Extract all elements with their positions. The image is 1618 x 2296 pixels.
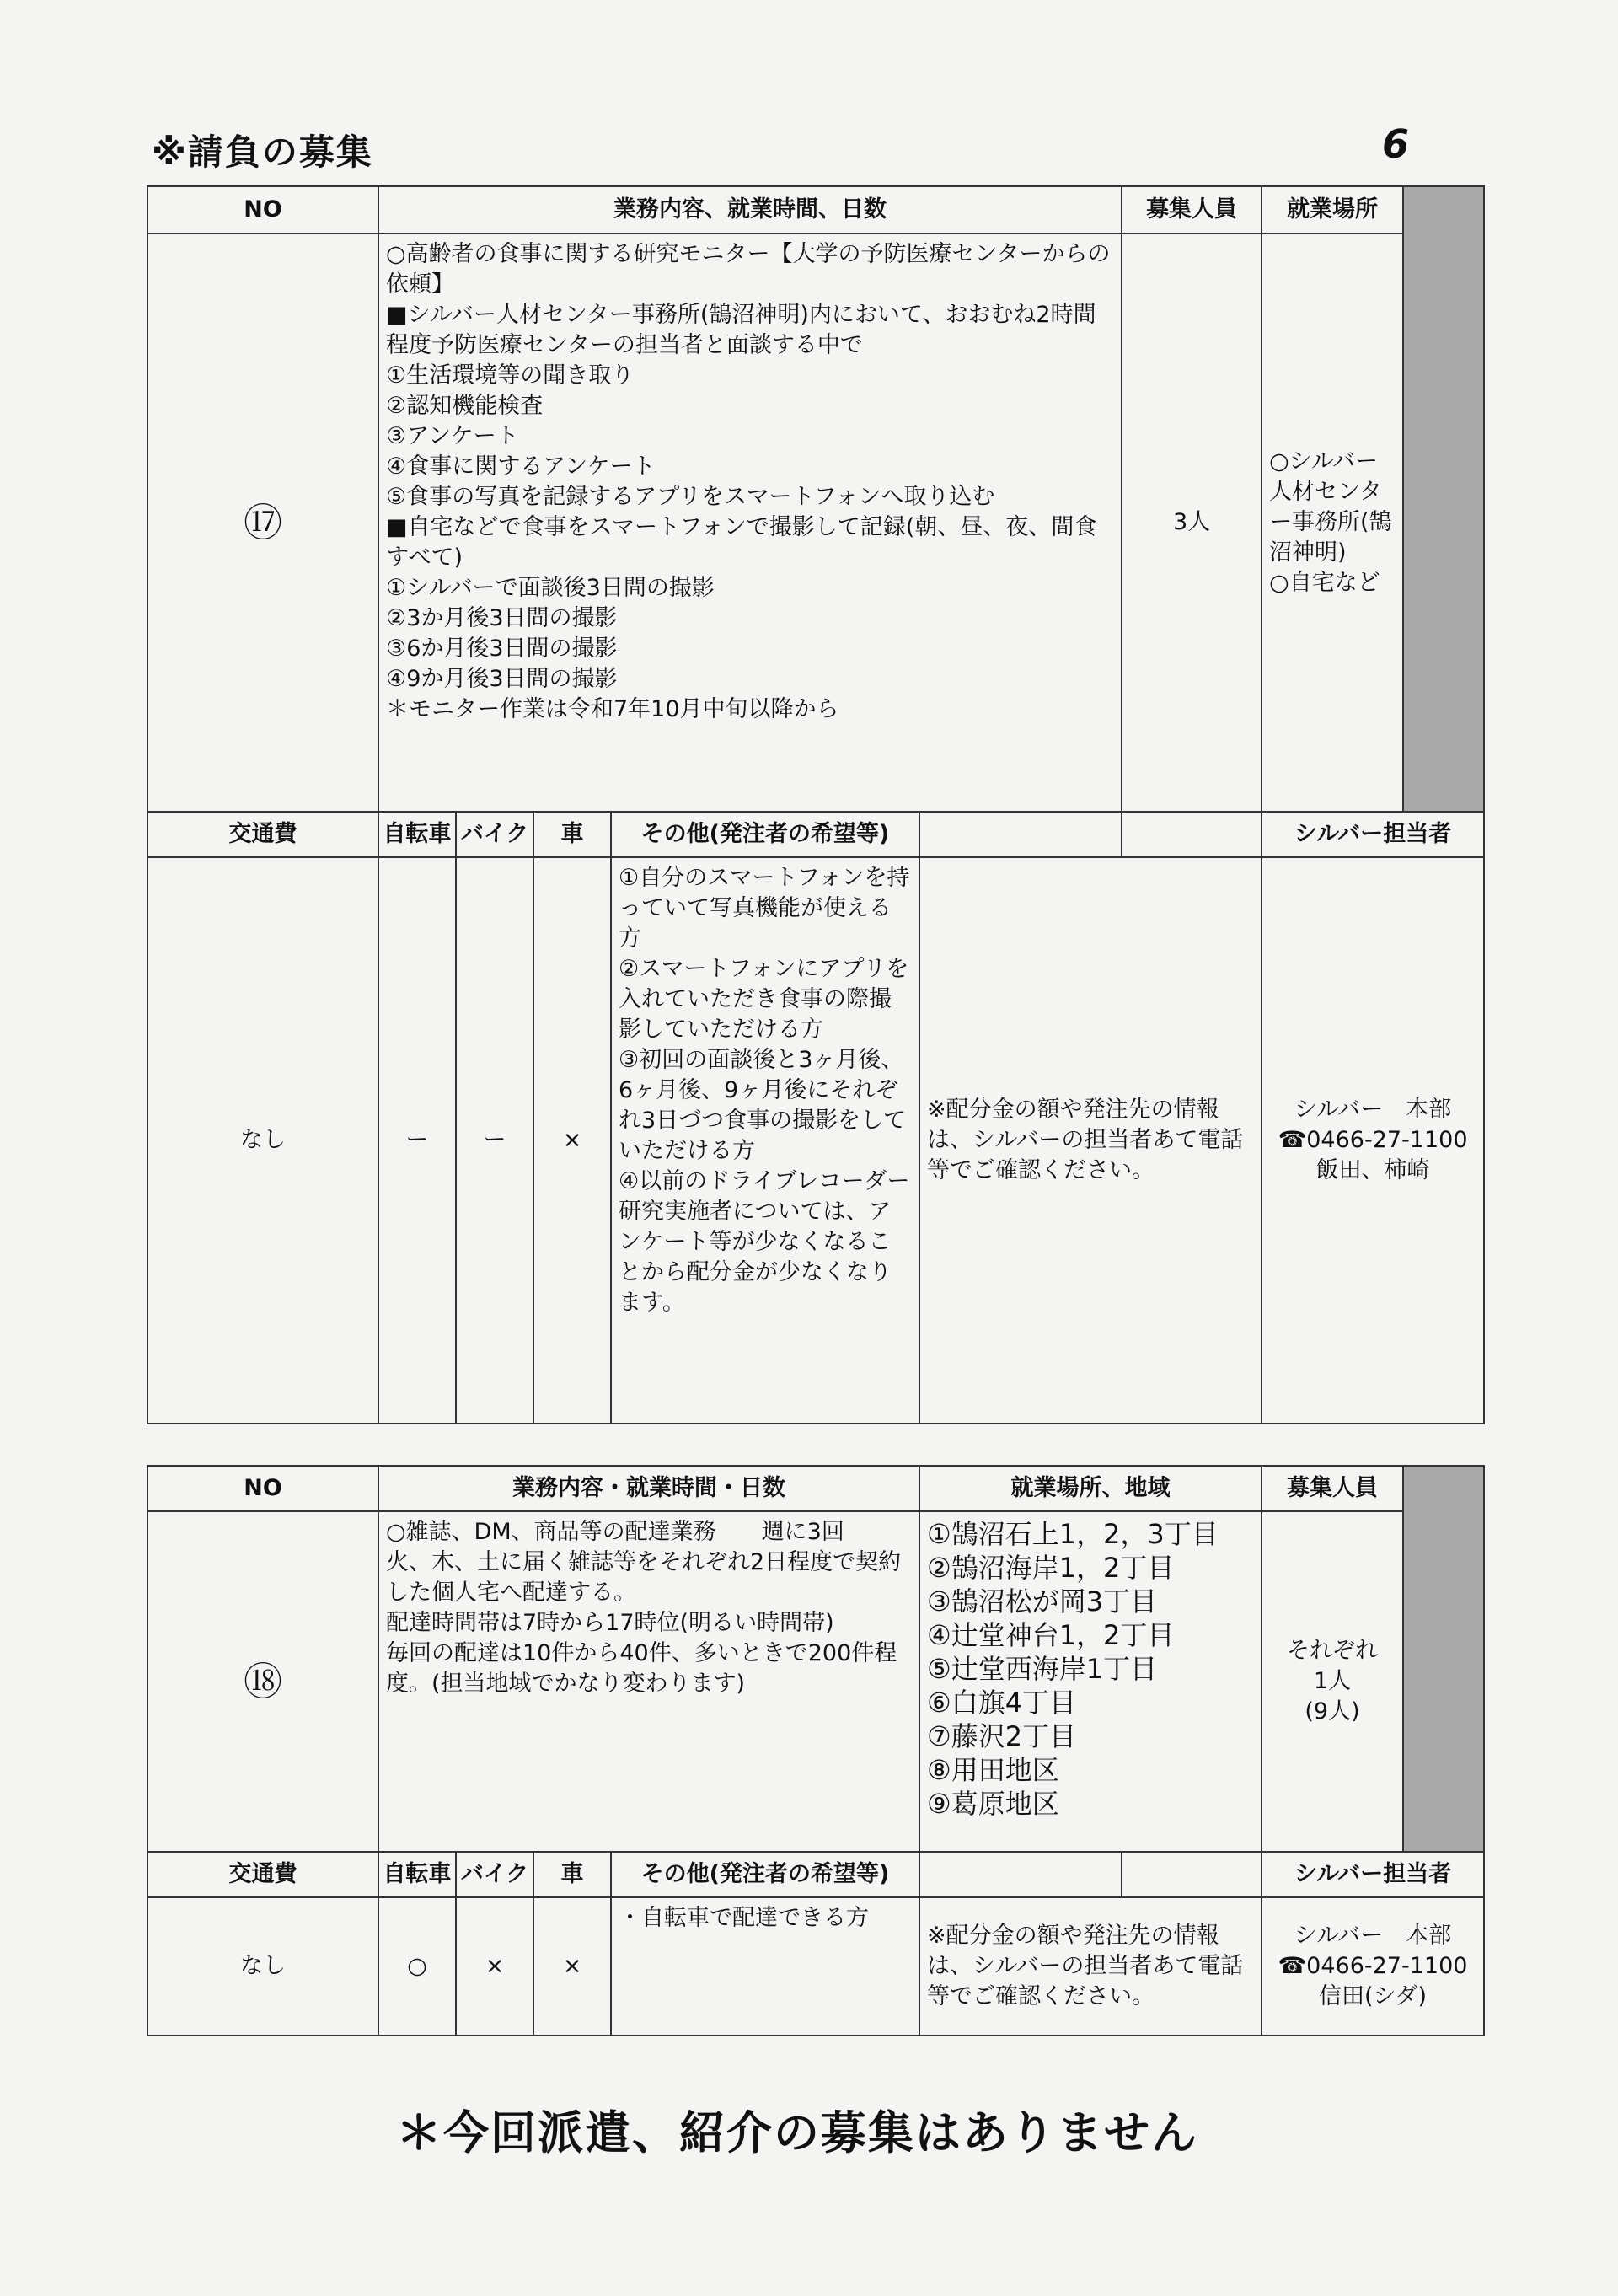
- transport-value: なし: [147, 857, 378, 1424]
- header-content: 業務内容・就業時間・日数: [378, 1466, 919, 1511]
- header-transport: 交通費: [147, 1852, 378, 1897]
- bicycle-value: ー: [378, 857, 456, 1424]
- job-content: ○雑誌、DM、商品等の配達業務 週に3回 火、木、土に届く雑誌等をそれぞれ2日程度で契約した個人宅へ配達する。 配達時間帯は7時から17時位(明るい時間帯) 毎回の配達は10件から40件、多いときで200件程度。(担当地域でかなり変わります): [378, 1511, 919, 1852]
- empty-header-cell: [919, 812, 1122, 857]
- allocation-note: ※配分金の額や発注先の情報は、シルバーの担当者あて電話等でご確認ください。: [919, 857, 1262, 1424]
- header-no: NO: [147, 186, 378, 233]
- header-bike: バイク: [456, 812, 533, 857]
- header-place: 就業場所: [1262, 186, 1403, 233]
- page-heading: ※請負の募集: [152, 131, 373, 173]
- other-requirements: ①自分のスマートフォンを持っていて写真機能が使える方 ②スマートフォンにアプリを入れていただき食事の際撮影していただける方 ③初回の面談後と3ヶ月後、6ヶ月後、9ヶ月後にそれぞれ3日づつ食事の撮影をしていただける方 ④以前のドライブレコーダー研究実施者については、アンケート等が少なくなることから配分金が少なくなります。: [611, 857, 919, 1424]
- job-table-18: [147, 1465, 1485, 2036]
- car-value: ×: [533, 857, 611, 1424]
- job-recruits: それぞれ 1人 (9人): [1262, 1511, 1403, 1852]
- footer-notice: ＊今回派遣、紹介の募集はありません: [396, 2106, 1198, 2159]
- job-locations: ①鵠沼石上1，2，3丁目 ②鵠沼海岸1，2丁目 ③鵠沼松が岡3丁目 ④辻堂神台1，2丁目 ⑤辻堂西海岸1丁目 ⑥白旗4丁目 ⑦藤沢2丁目 ⑧用田地区 ⑨葛原地区: [919, 1511, 1262, 1852]
- staff-phone: ☎0466-27-1100: [1278, 1127, 1468, 1153]
- header-place-area: 就業場所、地域: [919, 1466, 1262, 1511]
- job-table-17: [147, 185, 1485, 1424]
- header-bicycle: 自転車: [378, 1852, 456, 1897]
- header-bike: バイク: [456, 1852, 533, 1897]
- staff-office: シルバー 本部: [1294, 1923, 1452, 1949]
- header-content: 業務内容、就業時間、日数: [378, 186, 1122, 233]
- staff-contact: [1262, 857, 1484, 1424]
- car-value: ×: [533, 1897, 611, 2036]
- header-recruits: 募集人員: [1262, 1466, 1403, 1511]
- staff-contact: [1262, 1897, 1484, 2036]
- page-number: 6: [1382, 121, 1410, 167]
- job-number: ⑱: [147, 1511, 378, 1852]
- empty-header-cell: [919, 1852, 1122, 1897]
- job-place: ○シルバー人材センター事務所(鵠沼神明) ○自宅など: [1262, 233, 1403, 812]
- empty-header-cell: [1122, 812, 1262, 857]
- header-staff: シルバー担当者: [1262, 812, 1484, 857]
- header-staff: シルバー担当者: [1262, 1852, 1484, 1897]
- header-transport: 交通費: [147, 812, 378, 857]
- header-recruits: 募集人員: [1122, 186, 1262, 233]
- bicycle-value: ○: [378, 1897, 456, 2036]
- job-recruits: 3人: [1122, 233, 1262, 812]
- bike-value: ×: [456, 1897, 533, 2036]
- other-requirements: ・自転車で配達できる方: [611, 1897, 919, 2036]
- transport-value: なし: [147, 1897, 378, 2036]
- job-number: ⑰: [147, 233, 378, 812]
- staff-office: シルバー 本部: [1294, 1097, 1452, 1123]
- empty-header-cell: [1122, 1852, 1262, 1897]
- header-no: NO: [147, 1466, 378, 1511]
- shaded-cell: [1403, 186, 1484, 812]
- header-car: 車: [533, 1852, 611, 1897]
- allocation-note: ※配分金の額や発注先の情報は、シルバーの担当者あて電話等でご確認ください。: [919, 1897, 1262, 2036]
- header-other: その他(発注者の希望等): [611, 1852, 919, 1897]
- job-content: ○高齢者の食事に関する研究モニター【大学の予防医療センターからの依頼】 ■シルバー人材センター事務所(鵠沼神明)内において、おおむね2時間程度予防医療センターの担当者と面談する中で ①生活環境等の聞き取り ②認知機能検査 ③アンケート ④食事に関するアンケート ⑤食事の写真を記録するアプリをスマートフォンへ取り込む ■自宅などで食事をスマートフォンで撮影して記録(朝、昼、夜、間食すべて) ①シルバーで面談後3日間の撮影 ②3か月後3日間の撮影 ③6か月後3日間の撮影 ④9か月後3日間の撮影 ＊モニター作業は令和7年10月中旬以降から: [378, 233, 1122, 812]
- bike-value: ー: [456, 857, 533, 1424]
- header-car: 車: [533, 812, 611, 857]
- staff-phone: ☎0466-27-1100: [1278, 1953, 1468, 1979]
- shaded-cell: [1403, 1466, 1484, 1852]
- header-bicycle: 自転車: [378, 812, 456, 857]
- header-other: その他(発注者の希望等): [611, 812, 919, 857]
- staff-names: 信田(シダ): [1319, 1983, 1427, 2009]
- staff-names: 飯田、柿崎: [1315, 1157, 1430, 1183]
